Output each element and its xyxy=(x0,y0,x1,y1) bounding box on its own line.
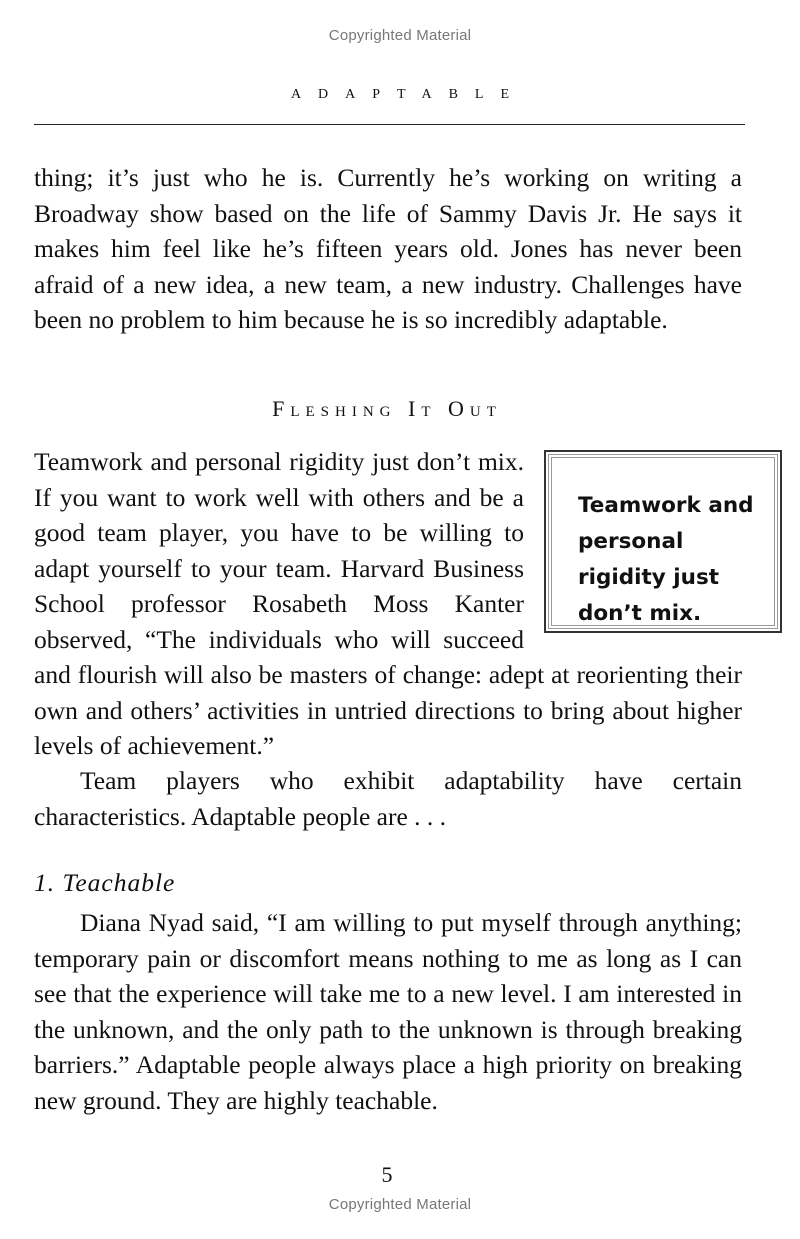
pull-quote-box: Teamwork and personal rigidity just don’t mix. xyxy=(544,450,782,633)
paragraph-continuation: thing; it’s just who he is. Currently he’s working on writing a Broadway show based on the life of Sammy Davis Jr. He says it makes him feel like he’s fifteen years old. Jones has never been afraid of a new idea, a new team, a new industry. Challenges have been no problem to him because he is so incredibly adaptable. xyxy=(34,163,742,334)
section-heading: Fleshing It Out xyxy=(272,396,502,421)
paragraph-body: Teamwork and personal rigidity just don’t mix. If you want to work well with others and be a good team player, you have to be willing to adapt yourself to your team. Harvard Business School professor Rosabeth Moss Kanter observed, “The individuals who will succeed and flourish will also be masters of change: adept at reorienting their own and others’ activities in untried directions to bring about higher levels of achievement.” xyxy=(34,447,742,760)
paragraph-with-pullquote xyxy=(34,444,754,764)
paragraph-teachable: Diana Nyad said, “I am willing to put myself through anything; temporary pain or discomfort means nothing to me as long as I can see that the experience will take me to a new level. I am interested in the unknown, and the only path to the unknown is through breaking barriers.” Adaptable people always place a high priority on breaking new ground. They are highly teachable. xyxy=(34,908,742,1115)
paragraph-characteristics: Team players who exhibit adaptability have certain characteristics. Adaptable people are . . . xyxy=(34,766,742,831)
page-number: 5 xyxy=(381,1162,393,1187)
subheading-teachable: 1. Teachable xyxy=(34,868,176,897)
running-head: ADAPTABLE xyxy=(290,87,527,102)
copyright-watermark-bottom: Copyrighted Material xyxy=(328,1196,472,1213)
header-rule xyxy=(34,124,745,125)
copyright-watermark-top: Copyrighted Material xyxy=(328,27,472,44)
